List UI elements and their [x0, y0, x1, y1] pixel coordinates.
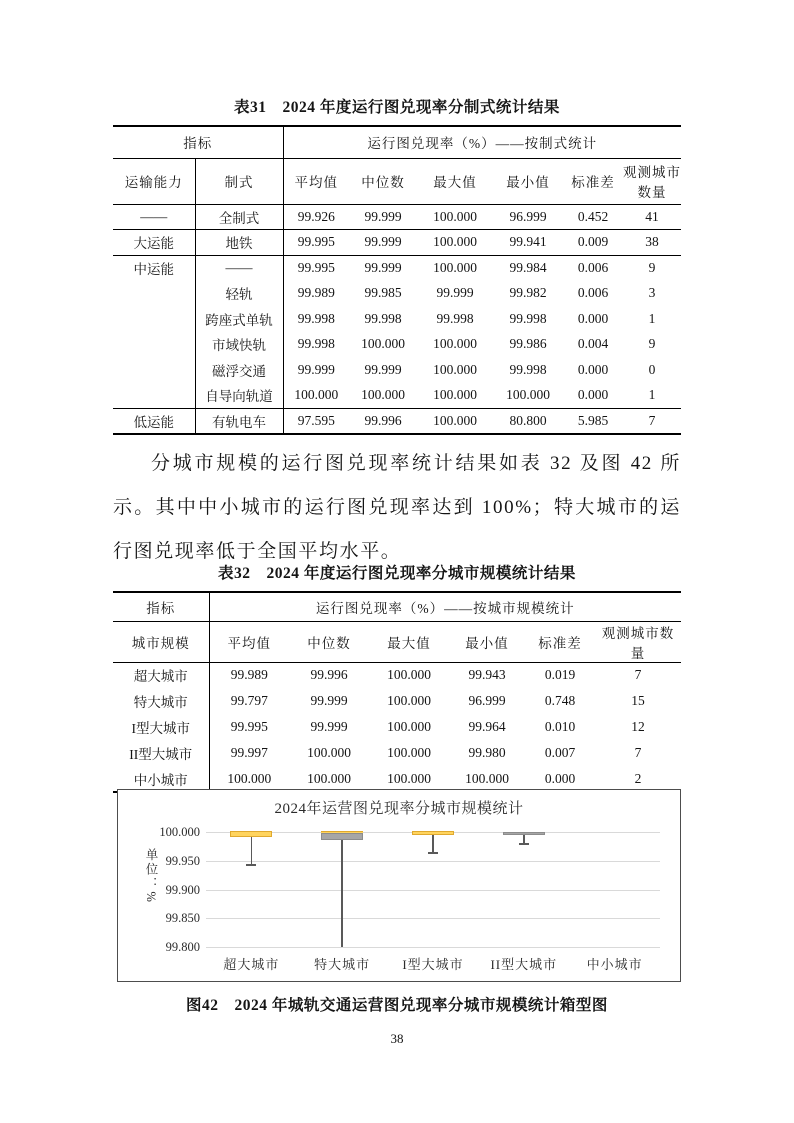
cell-mode: 自导向轨道	[195, 383, 283, 409]
cell-value: 99.986	[509, 336, 547, 352]
box-lower-segment	[503, 832, 545, 835]
cell-value: 0.004	[577, 336, 609, 352]
table32	[113, 591, 681, 793]
table32-header-min: 最小值	[449, 621, 525, 662]
box-upper-segment	[321, 831, 363, 833]
cell-value: 100.000	[387, 745, 431, 760]
x-category-label: 超大城市	[223, 957, 280, 972]
cell-value: 96.999	[468, 693, 506, 708]
table31-header-mode: 制式	[195, 158, 283, 204]
y-axis-label: 单位：%	[144, 848, 158, 904]
table31	[113, 125, 681, 435]
table32-row	[113, 662, 681, 688]
y-tick-label: 99.950	[165, 853, 200, 868]
cell-value: 100.000	[387, 667, 431, 683]
cell-value: 100.000	[433, 336, 477, 352]
table31-header-span: 运行图兑现率（%）——按制式统计	[283, 126, 681, 158]
table31-title: 表31 2024 年度运行图兑现率分制式统计结果	[234, 99, 560, 116]
cell-capacity: 大运能	[113, 230, 195, 256]
cell-value: 0.019	[544, 667, 576, 683]
y-tick-label: 99.850	[165, 911, 200, 926]
cell-value: 99.982	[509, 285, 547, 301]
cell-mode: 磁浮交通	[195, 357, 283, 383]
whisker-cap	[519, 843, 529, 845]
box-upper-segment	[412, 831, 454, 835]
cell-value: 0.009	[563, 230, 623, 256]
gridline	[206, 861, 660, 862]
cell-value: 41	[623, 204, 681, 230]
cell-value: 99.985	[364, 285, 402, 301]
cell-value: 100.000	[387, 770, 431, 786]
cell-value: 99.984	[509, 260, 547, 275]
cell-capacity	[113, 281, 195, 307]
table31-header-indicator: 指标	[113, 126, 283, 158]
cell-value: 0.010	[544, 719, 576, 734]
table31-header-max: 最大值	[417, 158, 493, 204]
cell-value: 99.999	[310, 693, 348, 708]
cell-value: 0.006	[577, 260, 609, 275]
cell-value: 96.999	[493, 204, 563, 230]
cell-scale: I型大城市	[113, 714, 209, 740]
cell-mode: 有轨电车	[195, 408, 283, 434]
table32-header-std: 标准差	[525, 621, 595, 662]
cell-value: 0.006	[577, 285, 609, 301]
table32-header-median: 中位数	[289, 621, 369, 662]
cell-capacity	[113, 306, 195, 332]
cell-value: 3	[648, 285, 656, 301]
table31-row	[113, 281, 681, 307]
cell-value: 99.989	[297, 285, 335, 301]
cell-value: 99.999	[349, 204, 417, 230]
cell-value: 99.926	[283, 204, 349, 230]
table31-header-min: 最小值	[493, 158, 563, 204]
cell-value: 99.964	[468, 719, 506, 734]
cell-value: 99.995	[230, 719, 268, 734]
table31-row	[113, 408, 681, 434]
cell-value: 38	[623, 230, 681, 256]
cell-value: 0.000	[563, 383, 623, 409]
y-tick-label: 100.000	[159, 825, 200, 839]
cell-value: 99.998	[364, 310, 402, 326]
cell-value: 99.998	[297, 310, 335, 326]
cell-capacity	[113, 332, 195, 358]
x-category-label: 中小城市	[586, 957, 643, 972]
page-number: 38	[390, 1031, 404, 1046]
cell-scale: 超大城市	[113, 662, 209, 688]
cell-value: 100.000	[307, 745, 351, 760]
table32-row	[113, 688, 681, 714]
figure-caption: 图42 2024 年城轨交通运营图兑现率分城市规模统计箱型图	[186, 997, 608, 1014]
cell-value: 0.007	[544, 745, 576, 760]
cell-value: 99.999	[349, 230, 417, 256]
whisker-cap	[246, 864, 256, 866]
cell-value: 9	[648, 336, 656, 352]
cell-scale: II型大城市	[113, 740, 209, 766]
cell-value: 0.000	[577, 310, 609, 326]
gridline	[206, 890, 660, 891]
cell-value: 99.980	[468, 745, 506, 760]
cell-mode: 全制式	[195, 204, 283, 230]
cell-value: 0.000	[544, 770, 576, 786]
cell-value: 99.999	[297, 361, 335, 377]
cell-value: 99.999	[310, 719, 348, 734]
cell-value: 100.000	[433, 260, 477, 275]
y-tick-label: 99.800	[165, 940, 200, 954]
cell-mode: ——	[195, 255, 283, 281]
gridline	[206, 947, 660, 948]
table31-header-std: 标准差	[563, 158, 623, 204]
table32-title: 表32 2024 年度运行图兑现率分城市规模统计结果	[218, 565, 576, 582]
cell-value: 100.000	[361, 336, 405, 352]
cell-value: 100.000	[417, 230, 493, 256]
cell-value: 100.000	[433, 412, 477, 428]
cell-value: 99.999	[364, 260, 402, 275]
cell-value: 100.000	[283, 383, 349, 409]
table31-row	[113, 332, 681, 358]
cell-value: 99.995	[283, 230, 349, 256]
x-category-label: 特大城市	[314, 957, 371, 972]
table32-header-indicator: 指标	[113, 592, 209, 621]
cell-value: 99.943	[468, 667, 506, 683]
cell-mode: 地铁	[195, 230, 283, 256]
cell-value: 100.000	[387, 693, 431, 708]
table32-header-row-2	[113, 621, 681, 662]
table31-row	[113, 255, 681, 281]
whisker	[341, 832, 343, 947]
cell-value: 7	[634, 667, 642, 683]
cell-scale: 特大城市	[113, 688, 209, 714]
cell-value: 9	[648, 260, 656, 275]
cell-value: 99.998	[509, 310, 547, 326]
cell-value: 99.989	[230, 667, 268, 683]
whisker	[432, 832, 434, 853]
cell-capacity: ——	[113, 204, 195, 230]
box-lower-segment	[321, 833, 363, 840]
box-plot-chart	[117, 789, 681, 982]
cell-value: 100.000	[227, 770, 272, 786]
cell-value: 99.797	[230, 693, 268, 708]
x-category-label: I型大城市	[402, 957, 464, 972]
table31-header-median: 中位数	[349, 158, 417, 204]
cell-value: 7	[648, 412, 656, 428]
cell-value: 99.996	[310, 667, 348, 683]
cell-capacity	[113, 357, 195, 383]
cell-capacity: 低运能	[113, 408, 195, 434]
cell-mode: 轻轨	[195, 281, 283, 307]
cell-value: 99.998	[436, 310, 474, 326]
table32-row	[113, 714, 681, 740]
cell-scale: 中小城市	[113, 766, 209, 792]
cell-value: 97.595	[297, 412, 335, 428]
cell-value: 100.000	[465, 770, 509, 786]
cell-value: 0	[648, 361, 656, 377]
table31-row	[113, 204, 681, 230]
table31-header-capacity: 运输能力	[113, 158, 195, 204]
cell-value: 1	[648, 310, 656, 326]
table32-header-cities: 观测城市数量	[595, 621, 681, 662]
table31-row	[113, 306, 681, 332]
cell-value: 99.999	[436, 285, 474, 301]
gridline	[206, 918, 660, 919]
cell-value: 99.999	[364, 361, 402, 377]
body-paragraph: 分城市规模的运行图兑现率统计结果如表 32 及图 42 所示。其中中小城市的运行图兑现率达到 100%；特大城市的运行图兑现率低于全国平均水平。	[113, 453, 681, 562]
table32-header-max: 最大值	[369, 621, 449, 662]
cell-value: 100.000	[417, 383, 493, 409]
cell-value: 0.000	[577, 361, 609, 377]
cell-value: 12	[631, 719, 645, 734]
table32-body	[113, 662, 681, 792]
cell-value: 15	[631, 693, 645, 708]
whisker-cap	[428, 852, 438, 854]
cell-capacity	[113, 383, 195, 409]
table32-header-scale: 城市规模	[113, 621, 209, 662]
table31-row	[113, 230, 681, 256]
cell-value: 1	[623, 383, 681, 409]
table31-row	[113, 357, 681, 383]
table31-row	[113, 383, 681, 409]
cell-value: 100.000	[387, 719, 431, 734]
cell-value: 100.000	[307, 770, 351, 786]
cell-value: 99.997	[230, 745, 268, 760]
y-tick-label: 99.900	[165, 882, 200, 897]
cell-value: 99.941	[493, 230, 563, 256]
cell-value: 0.452	[563, 204, 623, 230]
whisker	[251, 832, 253, 865]
cell-value: 0.748	[544, 693, 576, 708]
table32-header-mean: 平均值	[209, 621, 289, 662]
table31-header-row-2	[113, 158, 681, 204]
cell-value: 5.985	[577, 412, 609, 428]
chart-title: 2024年运营图兑现率分城市规模统计	[274, 801, 524, 817]
cell-value: 100.000	[349, 383, 417, 409]
cell-value: 2	[634, 770, 642, 786]
cell-value: 99.998	[297, 336, 335, 352]
cell-value: 100.000	[433, 361, 477, 377]
table32-header-row-1	[113, 592, 681, 621]
cell-value: 99.996	[364, 412, 402, 428]
cell-value: 99.995	[297, 260, 335, 275]
box-upper-segment	[230, 831, 272, 837]
cell-value: 100.000	[417, 204, 493, 230]
cell-value: 80.800	[509, 412, 547, 428]
table32-header-span: 运行图兑现率（%）——按城市规模统计	[209, 592, 681, 621]
table31-header-cities: 观测城市数量	[623, 158, 681, 204]
table31-body	[113, 204, 681, 434]
cell-mode: 市域快轨	[195, 332, 283, 358]
cell-value: 7	[634, 745, 642, 760]
table32-row	[113, 740, 681, 766]
table31-header-mean: 平均值	[283, 158, 349, 204]
table31-header-row-1	[113, 126, 681, 158]
cell-capacity: 中运能	[113, 255, 195, 281]
cell-value: 100.000	[493, 383, 563, 409]
cell-value: 99.998	[509, 361, 547, 377]
cell-mode: 跨座式单轨	[195, 306, 283, 332]
x-category-label: II型大城市	[490, 957, 558, 972]
